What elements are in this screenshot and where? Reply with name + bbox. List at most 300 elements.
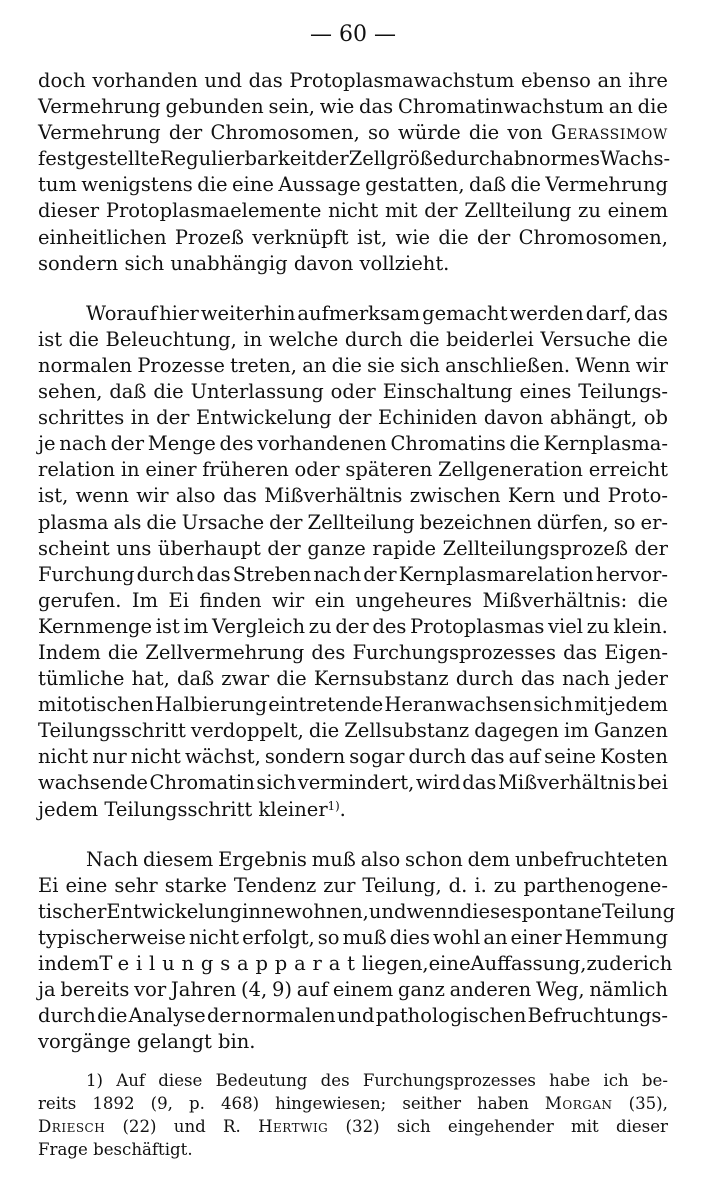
word: also	[175, 484, 216, 508]
word: Proto-	[607, 484, 668, 508]
word: p.	[188, 1094, 205, 1114]
word: sein,	[268, 95, 315, 119]
word: eintretende	[268, 693, 384, 717]
word: Indem	[38, 640, 101, 664]
text-line	[38, 120, 668, 146]
word: sich	[256, 771, 297, 795]
word: auf	[296, 978, 329, 1002]
word: Jahren	[170, 978, 237, 1002]
word: daß	[469, 173, 507, 197]
word: Teilungsschritt	[104, 797, 253, 821]
word: vermindert,	[297, 771, 415, 795]
word: Chromatins	[390, 432, 506, 456]
spaced-emphasis: Teilungsapparat	[99, 952, 362, 975]
word: Chromosomen,	[518, 225, 668, 249]
text-line	[38, 379, 668, 405]
word: abnormes	[502, 147, 600, 171]
word: an	[597, 69, 622, 92]
word: pathologischen	[375, 1004, 527, 1028]
word: Eigen-	[604, 640, 668, 664]
word: Teilungsschritt	[38, 719, 186, 743]
word: so	[317, 925, 340, 949]
word: erreicht	[588, 458, 668, 482]
word: nicht	[38, 745, 89, 769]
word: der	[335, 614, 369, 638]
word: Mißverhältnis	[497, 771, 637, 795]
word: liegen,	[361, 952, 429, 975]
word: Worauf	[86, 301, 158, 325]
word: dieser	[38, 199, 100, 223]
word: wenn	[75, 484, 129, 508]
word: bezeichnen	[419, 510, 532, 534]
word: hingewiesen;	[275, 1094, 387, 1114]
word: die	[68, 327, 99, 351]
word: diesem	[142, 847, 214, 871]
word: Hemmung	[564, 925, 668, 949]
word: nicht	[328, 199, 379, 223]
word: wenn	[406, 899, 460, 923]
word: Ergebnis	[218, 847, 307, 871]
word: Kernsubstanz	[313, 667, 449, 691]
word: würde	[398, 121, 461, 145]
word: ist,	[38, 484, 69, 508]
word: 1892	[92, 1094, 135, 1114]
word: der	[609, 952, 643, 975]
text-line	[38, 640, 668, 666]
word: Echiniden	[378, 406, 478, 430]
word: ist	[38, 327, 63, 351]
word: an	[302, 353, 327, 377]
word: doch	[38, 69, 86, 92]
word: Protoplasmawachstum	[289, 69, 515, 92]
word: tischer	[38, 899, 107, 923]
word: nach	[562, 667, 610, 691]
text-line	[38, 172, 668, 198]
word: typischerweise	[38, 925, 186, 949]
word: des	[320, 1071, 350, 1091]
page-body	[38, 68, 676, 1161]
word: so	[368, 121, 390, 145]
author-name: Driesch	[38, 1117, 106, 1137]
author-name: Morgan	[544, 1094, 613, 1114]
word: wohl	[433, 925, 481, 949]
word: welche	[268, 327, 339, 351]
text-line	[38, 744, 668, 770]
word: wenigstens	[81, 173, 193, 197]
word: Einschaltung	[382, 380, 513, 404]
word: beiderlei	[446, 327, 534, 351]
word: wächst,	[184, 745, 261, 769]
word: zwischen	[409, 484, 501, 508]
word: plasma	[38, 510, 109, 534]
word: Furchungsprozesses	[362, 1071, 536, 1091]
word: durch	[455, 667, 514, 691]
word: hervor-	[595, 562, 668, 586]
word: festgestellte	[38, 147, 160, 171]
word: ebenso	[520, 69, 591, 92]
word: nur	[92, 745, 127, 769]
word: jedem	[38, 797, 99, 821]
word: sogar	[349, 745, 405, 769]
word: dagegen	[474, 719, 559, 743]
word: der	[267, 536, 301, 560]
word: Prozeß	[174, 225, 244, 249]
word: klein.	[613, 614, 668, 638]
footnote-line	[38, 1138, 668, 1161]
word: wir	[136, 484, 169, 508]
word: oder	[330, 380, 376, 404]
word: schrittes	[38, 406, 125, 430]
text-line	[38, 1029, 668, 1055]
text-line	[38, 510, 668, 536]
text-line	[38, 327, 668, 353]
word: an	[608, 95, 633, 119]
text-line	[38, 797, 668, 823]
word: diese	[158, 1071, 203, 1091]
word: ja	[38, 978, 56, 1002]
word: die	[331, 353, 362, 377]
word: Zellsubstanz	[344, 719, 470, 743]
text-line	[38, 483, 668, 509]
word: das	[470, 745, 505, 769]
word: seine	[544, 745, 597, 769]
text-line	[38, 94, 668, 120]
author-name: Gerassimow	[550, 121, 668, 145]
word: zur	[323, 873, 356, 897]
word: Zellgeneration	[437, 458, 583, 482]
word: (22)	[122, 1117, 157, 1137]
word: durch	[444, 147, 503, 171]
word: hier	[159, 301, 199, 325]
word: der	[110, 432, 145, 456]
word: ich	[603, 1071, 629, 1091]
word: dem	[467, 847, 511, 871]
word: die	[637, 588, 668, 612]
word: Nach	[86, 847, 139, 871]
word: das	[520, 667, 555, 691]
page-number: — 60 —	[310, 22, 396, 47]
text-line	[38, 925, 668, 951]
word: einer	[145, 458, 197, 482]
word: sondern	[38, 251, 119, 275]
word: Ei	[168, 588, 189, 612]
word: in	[38, 952, 57, 975]
word: Prozesse	[137, 353, 225, 377]
word: anderen	[449, 978, 532, 1002]
word: ihre	[628, 69, 668, 92]
word: ist	[155, 614, 180, 638]
word: normalen	[38, 353, 133, 377]
text-line	[38, 301, 668, 327]
word: Chromatin	[149, 771, 255, 795]
word: die	[197, 173, 228, 197]
word: dem	[56, 952, 100, 975]
word: tum	[38, 173, 77, 197]
footnote-line	[38, 1115, 668, 1138]
footnote-line	[38, 1069, 668, 1092]
text-line	[38, 146, 671, 172]
word: die	[153, 380, 184, 404]
word: mit	[571, 1117, 599, 1137]
word: des	[311, 640, 346, 664]
word: Chromosomen,	[210, 121, 360, 145]
word: schon	[405, 847, 463, 871]
word: vorhandenen	[257, 432, 387, 456]
word: die	[438, 225, 469, 249]
word: nämlich	[589, 978, 668, 1002]
word: Kernplasmarelation	[398, 562, 594, 586]
word: verknüpft	[252, 225, 349, 249]
word: sie	[367, 353, 395, 377]
word: anschließen.	[445, 353, 571, 377]
paragraph-gap	[38, 277, 668, 301]
word: Vermehrung	[38, 121, 161, 145]
word: der	[424, 199, 458, 223]
word: wie	[319, 95, 355, 119]
word: Teilung	[601, 899, 676, 923]
word: der	[476, 225, 511, 249]
text-line	[38, 431, 668, 457]
word: das	[462, 771, 497, 795]
word: jeder	[616, 667, 668, 691]
word: Wenn	[575, 353, 631, 377]
text-line	[38, 951, 673, 977]
word: Furchung	[38, 562, 135, 586]
word: vor	[134, 978, 167, 1002]
text-line	[38, 405, 668, 431]
word: Zellteilungsprozeß	[442, 536, 628, 560]
word	[545, 1092, 613, 1115]
word	[38, 1115, 105, 1138]
word: oder	[294, 458, 340, 482]
word: früheren	[202, 458, 289, 482]
word: reits	[38, 1094, 77, 1114]
text-line	[38, 718, 668, 744]
word: eine	[65, 873, 108, 897]
word: verdoppelt,	[190, 719, 304, 743]
word: einer	[510, 925, 562, 949]
word: in	[130, 406, 150, 430]
word: das	[196, 562, 231, 586]
word: treten,	[230, 353, 297, 377]
word: hat,	[131, 667, 170, 691]
word: die	[510, 173, 541, 197]
word: Aussage	[278, 173, 361, 197]
word: die	[276, 667, 307, 691]
word	[258, 1115, 328, 1138]
word: zu	[586, 614, 610, 638]
word: gerufen.	[38, 588, 122, 612]
footnote	[38, 1069, 668, 1161]
word: werden	[509, 301, 584, 325]
word: Zellteilung	[464, 199, 572, 223]
word: abhängt,	[549, 406, 638, 430]
word: eingehender	[447, 1117, 554, 1137]
word: an	[483, 925, 508, 949]
word: relation	[38, 458, 116, 482]
word: beschäftigt.	[93, 1140, 193, 1160]
word: überhaupt	[157, 536, 261, 560]
word: bereits	[60, 978, 130, 1002]
word: von	[507, 121, 543, 145]
word: be-	[641, 1071, 668, 1091]
word: in	[243, 327, 263, 351]
word: das	[563, 640, 598, 664]
word: i.	[474, 873, 487, 897]
word: Auffassung,	[470, 952, 587, 975]
word: mit	[384, 199, 418, 223]
footnote-marker: 1)	[327, 798, 340, 813]
text-line	[38, 198, 668, 224]
word: dies	[389, 925, 430, 949]
word: seither	[402, 1094, 462, 1114]
word: Ursache	[181, 510, 265, 534]
word: Ei	[38, 873, 59, 897]
word: habe	[549, 1071, 591, 1091]
word: Teilung,	[362, 873, 442, 897]
word: die	[468, 121, 500, 145]
word: Tendenz	[233, 873, 317, 897]
word: Vermehrung	[38, 95, 161, 119]
word: Entwickelung	[195, 406, 332, 430]
word	[551, 120, 668, 146]
word: daß	[109, 380, 147, 404]
word: Furchungsprozesses	[352, 640, 556, 664]
word: weiterhin	[200, 301, 296, 325]
word: kleiner$^{1)}$.	[258, 797, 346, 821]
word: ganz	[397, 978, 445, 1002]
word: und	[368, 899, 407, 923]
word: davon	[483, 406, 544, 430]
word: Zellvermehrung	[145, 640, 305, 664]
paragraph	[38, 68, 671, 277]
word: also	[360, 847, 401, 871]
word: eine	[428, 952, 471, 975]
word: auf	[508, 745, 541, 769]
word: Kern	[507, 484, 556, 508]
text-line	[38, 977, 668, 1003]
paragraph-gap	[38, 823, 668, 847]
word: (9,	[150, 1094, 173, 1114]
word: wir	[271, 588, 305, 612]
word: Streben	[232, 562, 312, 586]
word: Mißverhältnis	[264, 484, 403, 508]
word: ich	[642, 952, 673, 975]
word: der	[206, 1004, 241, 1028]
word: einem	[607, 199, 668, 223]
word: bei	[637, 771, 668, 795]
word: (35),	[628, 1094, 668, 1114]
word: das	[633, 301, 668, 325]
word: Wachs-	[599, 147, 671, 171]
word: Entwickelung	[106, 899, 243, 923]
text-line	[38, 457, 668, 483]
word: gestatten,	[365, 173, 465, 197]
word: im	[183, 614, 209, 638]
word: sich	[533, 693, 574, 717]
word: zu	[586, 952, 610, 975]
word: davon	[293, 251, 354, 275]
word: vorgänge	[38, 1030, 131, 1054]
word: (4,	[241, 978, 268, 1002]
word: parthenogene-	[523, 873, 668, 897]
word: nicht	[188, 925, 240, 949]
text-line	[38, 1003, 668, 1029]
word: Kernplasma-	[543, 432, 668, 456]
word: Ganzen	[593, 719, 668, 743]
word: muß	[342, 925, 387, 949]
word: einem	[332, 978, 394, 1002]
word: unbefruchteten	[514, 847, 668, 871]
word: im	[564, 719, 589, 743]
word: zu	[308, 614, 332, 638]
text-line	[38, 692, 668, 718]
word: der	[634, 536, 668, 560]
word: 9)	[271, 978, 292, 1002]
word: wird	[415, 771, 461, 795]
word: die	[637, 95, 668, 119]
author-name: Hertwig	[258, 1117, 329, 1137]
word: Regulierbarkeit	[159, 147, 316, 171]
word: Mißverhältnis:	[482, 588, 628, 612]
text-line	[38, 614, 668, 640]
word: durch	[408, 745, 467, 769]
word: das	[222, 484, 257, 508]
word: die	[308, 719, 340, 743]
word: sich	[396, 1117, 431, 1137]
word: eines	[519, 380, 572, 404]
word: ein	[314, 588, 345, 612]
word: Protoplasmas	[410, 614, 545, 638]
word: eine	[231, 173, 274, 197]
word: Frage	[38, 1140, 88, 1160]
word: als	[113, 510, 142, 534]
text-line	[38, 770, 668, 796]
word: vorhanden	[92, 69, 198, 92]
word: Protoplasmaelemente	[105, 199, 322, 223]
word: die	[146, 510, 177, 534]
word: finden	[199, 588, 262, 612]
word: Heranwachsen	[384, 693, 533, 717]
word: unabhängig	[170, 251, 288, 275]
word: 468)	[220, 1094, 260, 1114]
word: zu	[578, 199, 601, 223]
word: durch	[344, 327, 403, 351]
word: der	[338, 406, 372, 430]
word: die	[509, 432, 540, 456]
word: Beleuchtung,	[105, 327, 237, 351]
word: 1)	[86, 1071, 104, 1091]
word: der	[168, 121, 203, 145]
word: Auf	[116, 1071, 146, 1091]
word: R.	[223, 1117, 241, 1137]
text-line	[38, 225, 668, 251]
word: zwar	[221, 667, 270, 691]
word: des	[219, 432, 254, 456]
word: rapide	[372, 536, 437, 560]
word: so	[613, 510, 636, 534]
word: und	[204, 69, 242, 92]
word: in	[120, 458, 140, 482]
word: nicht	[130, 745, 181, 769]
word: die	[637, 327, 668, 351]
word: durch	[136, 562, 195, 586]
word: Kosten	[600, 745, 668, 769]
word: Unterlassung	[190, 380, 324, 404]
word: Zellteilung	[307, 510, 415, 534]
word: ganze	[307, 536, 366, 560]
word: gebunden	[165, 95, 264, 119]
